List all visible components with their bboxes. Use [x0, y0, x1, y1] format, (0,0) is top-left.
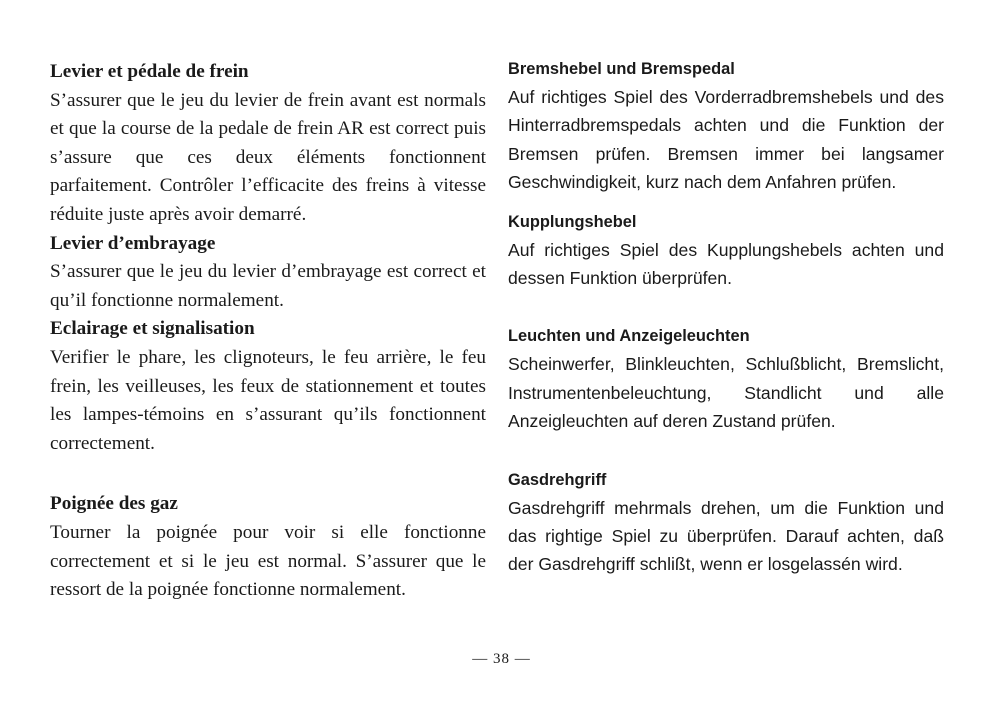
french-column [50, 58, 486, 605]
section-heading: Gasdrehgriff [508, 470, 607, 489]
section-de-lighting [508, 323, 944, 435]
page-number: — 38 — [472, 651, 531, 667]
section-heading: Kupplungshebel [508, 212, 637, 231]
section-heading: Eclairage et signalisation [50, 318, 255, 340]
spacer [50, 458, 486, 490]
section-fr-clutch [50, 230, 486, 316]
section-body: Gasdrehgriff mehrmals drehen, um die Funktion und das rightige Spiel zu überprüfen. Darauf achten, daß der Gasdrehgriff schlißt, wenn er losgelassén wird. [508, 497, 944, 575]
section-de-clutch [508, 209, 944, 293]
section-de-brake [508, 56, 944, 197]
section-body: Auf richtiges Spiel des Vorderradbremshebels und des Hinterradbremspedals achten und die Funktion der Bremsen prüfen. Bremsen immer bei langsamer Geschwindigkeit, kurz nach dem Anfahren prüfen. [508, 87, 944, 193]
section-body: Scheinwerfer, Blinkleuchten, Schlußblicht, Bremslicht, Instrumentenbeleuchtung, Standlicht und alle Anzeigleuchten auf deren Zustand prüfen. [508, 354, 944, 432]
section-fr-lighting [50, 315, 486, 458]
section-heading: Levier d’embrayage [50, 232, 216, 254]
section-body: Verifier le phare, les clignoteurs, le feu arrière, le feu frein, les veilleuses, les feux de stationnement et toutes les lampes-témoins en s’assurant qu’ils fonctionnent correctement. [50, 346, 486, 454]
section-fr-brake [50, 58, 486, 230]
spacer [508, 292, 944, 323]
section-heading: Leuchten und Anzeigeleuchten [508, 327, 750, 346]
spacer [508, 436, 944, 467]
section-body: S’assurer que le jeu du levier de frein avant est normals et que la course de la pedale de frein AR est correct puis s’assure que ces deux éléments fonctionnent parfaitement. Contrôler l’efficacite des freins à vitesse réduite juste après avoir demarré. [50, 89, 486, 225]
section-fr-throttle [50, 490, 486, 604]
section-heading: Levier et pédale de frein [50, 61, 249, 82]
spacer [508, 197, 944, 209]
section-body: Auf richtiges Spiel des Kupplungshebels achten und dessen Funktion überprüfen. [508, 239, 944, 289]
section-heading: Poignée des gaz [50, 493, 178, 515]
section-de-throttle [508, 467, 944, 579]
german-column [508, 56, 944, 579]
section-heading: Bremshebel und Bremspedal [508, 60, 735, 78]
section-body: Tourner la poignée pour voir si elle fonctionne correctement et si le jeu est normal. S’assurer que le ressort de la poignée fonctionne normalement. [50, 521, 486, 601]
section-body: S’assurer que le jeu du levier d’embrayage est correct et qu’il fonctionne normalement. [50, 261, 486, 311]
